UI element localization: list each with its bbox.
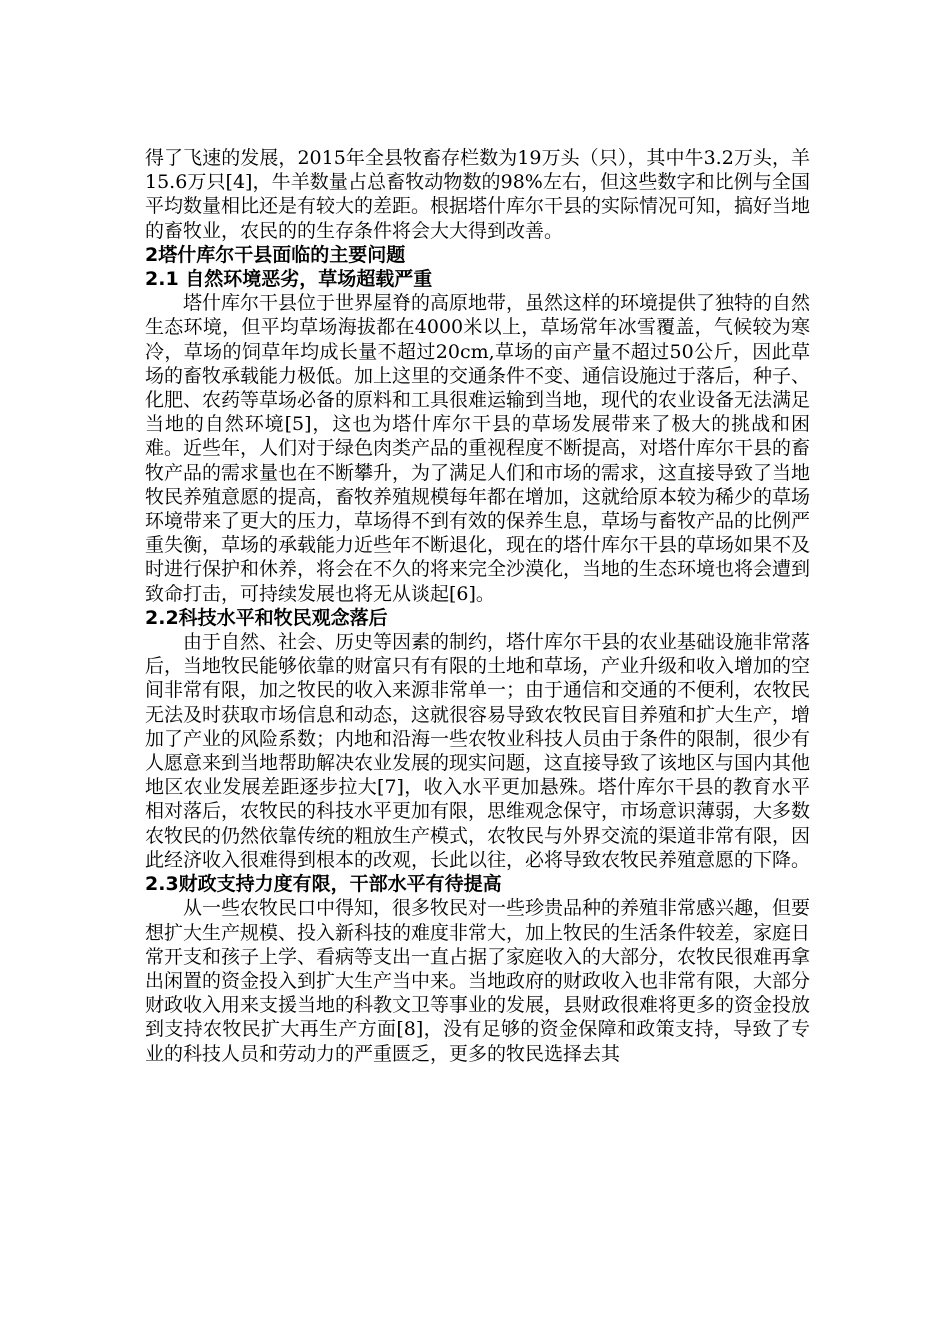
section-heading-2: 2塔什库尔干县面临的主要问题: [145, 243, 406, 266]
section-heading-2-1: 2.1 自然环境恶劣，草场超载严重: [145, 268, 433, 291]
section-heading-2-2: 2.2科技水平和牧民观念落后: [145, 606, 388, 629]
paragraph-2-1: 塔什库尔干县位于世界屋脊的高原地带，虽然这样的环境提供了独特的自然生态环境，但平均草场海拔都在4000米以上，草场常年冰雪覆盖，气候较为寒冷，草场的饲草年均成长量不超过20cm,草场的亩产量不超过50公斤，因此草场的畜牧承载能力极低。加上这里的交通条件不变、通信设施过于落后，种子、化肥、农药等草场必备的原料和工具很难运输到当地，现代的农业设备无法满足当地的自然环境[5]，这也为塔什库尔干县的草场发展带来了极大的挑战和困难。近些年，人们对于绿色肉类产品的重视程度不断提高，对塔什库尔干县的畜牧产品的需求量也在不断攀升，为了满足人们和市场的需求，这直接导致了当地牧民养殖意愿的提高，畜牧养殖规模每年都在增加，这就给原本较为稀少的草场环境带来了更大的压力，草场得不到有效的保养生息，草场与畜牧产品的比例严重失衡，草场的承载能力近些年不断退化，现在的塔什库尔干县的草场如果不及时进行保护和休养，将会在不久的将来完全沙漠化，当地的生态环境也将会遭到致命打击，可持续发展也将无从谈起[6]。: [145, 292, 811, 605]
paragraph-intro: 得了飞速的发展，2015年全县牧畜存栏数为19万头（只），其中牛3.2万头，羊15.6万只[4]，牛羊数量占总畜牧动物数的98%左右，但这些数字和比例与全国平均数量相比还是有较大的差距。根据塔什库尔干县的实际情况可知，搞好当地的畜牧业，农民的的生存条件将会大大得到改善。: [145, 147, 811, 242]
section-heading-2-3: 2.3财政支持力度有限，干部水平有待提高: [145, 873, 502, 896]
paragraph-2-2: 由于自然、社会、历史等因素的制约，塔什库尔干县的农业基础设施非常落后，当地牧民能够依靠的财富只有有限的土地和草场，产业升级和收入增加的空间非常有限，加之牧民的收入来源非常单一；由于通信和交通的不便利，农牧民无法及时获取市场信息和动态，这就很容易导致农牧民盲目养殖和扩大生产，增加了产业的风险系数；内地和沿海一些农牧业科技人员由于条件的限制，很少有人愿意来到当地帮助解决农业发展的现实问题，这直接导致了该地区与国内其他地区农业发展差距逐步拉大[7]，收入水平更加悬殊。塔什库尔干县的教育水平相对落后，农牧民的科技水平更加有限，思维观念保守，市场意识薄弱，大多数农牧民的仍然依靠传统的粗放生产模式，农牧民与外界交流的渠道非常有限，因此经济收入很难得到根本的改观，长此以往，必将导致农牧民养殖意愿的下降。: [145, 631, 811, 871]
document-body: [145, 146, 810, 1066]
paragraph-2-3: 从一些农牧民口中得知，很多牧民对一些珍贵品种的养殖非常感兴趣，但要想扩大生产规模、投入新科技的难度非常大，加上牧民的生活条件较差，家庭日常开支和孩子上学、看病等支出一直占据了家庭收入的大部分，农牧民很难再拿出闲置的资金投入到扩大生产当中来。当地政府的财政收入也非常有限，大部分财政收入用来支援当地的科教文卫等事业的发展，县财政很难将更多的资金投放到支持农牧民扩大再生产方面[8]，没有足够的资金保障和政策支持，导致了专业的科技人员和劳动力的严重匮乏，更多的牧民选择去其: [145, 897, 811, 1065]
